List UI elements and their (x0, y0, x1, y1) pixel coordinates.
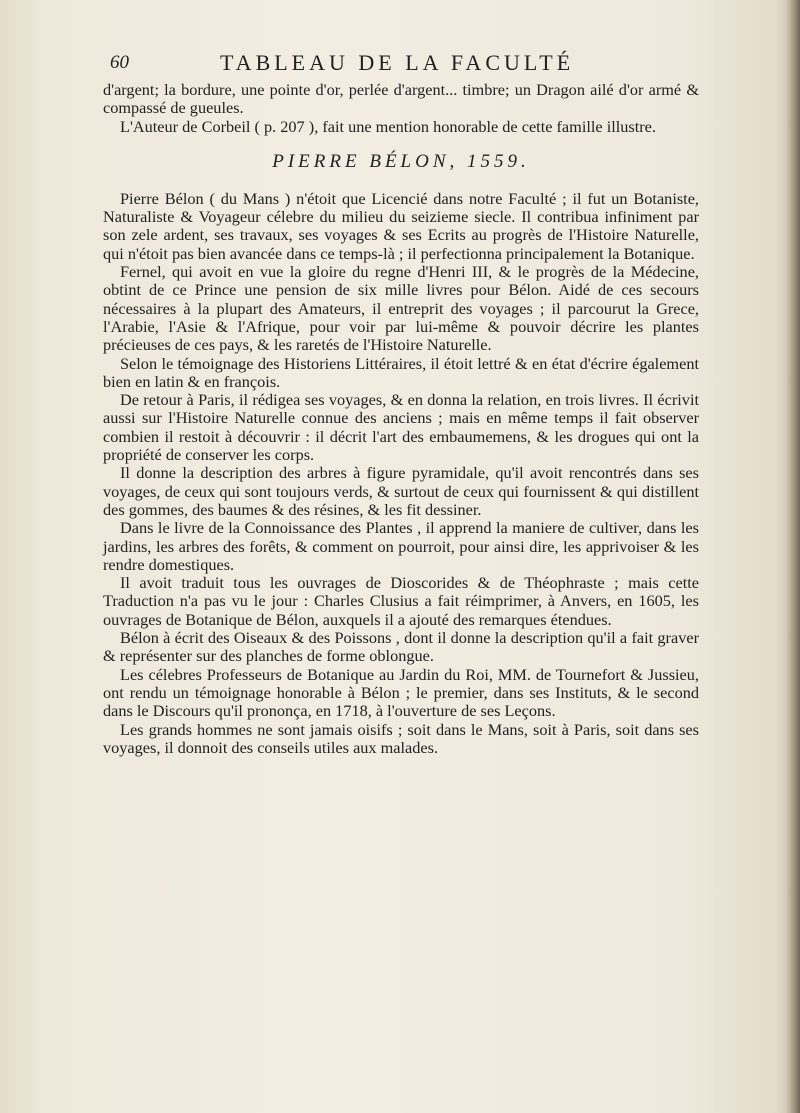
paragraph: Fernel, qui avoit en vue la gloire du regne d'Henri III, & le progrès de la Médecine, obtint de ce Prince une pension de six mille livres pour Bélon. Aidé de ces secours nécessaires à la plupart des Amateurs, il entreprit des voyages ; il parcourut la Grece, l'Arabie, l'Asie & l'Afrique, pour voir par lui-même & pouvoir décrire les plantes précieuses de ces pays, & les raretés de l'Histoire Naturelle. (103, 262, 699, 355)
paragraph: d'argent; la bordure, une pointe d'or, perlée d'argent... timbre; un Dragon ailé d'or armé & compassé de gueules. (103, 80, 699, 118)
page-number: 60 (110, 52, 129, 73)
paragraph: Les grands hommes ne sont jamais oisifs ; soit dans le Mans, soit à Paris, soit dans ses voyages, il donnoit des conseils utiles aux malades. (103, 719, 699, 757)
paragraph: Dans le livre de la Connoissance des Plantes , il apprend la maniere de cultiver, dans les jardins, les arbres des forêts, & comment on pourroit, pour ainsi dire, les apprivoiser & les rendre domestiques. (103, 518, 699, 574)
paragraph: L'Auteur de Corbeil ( p. 207 ), fait une mention honorable de cette famille illustre. (120, 116, 656, 136)
paragraph: De retour à Paris, il rédigea ses voyages, & en donna la relation, en trois livres. Il écrivit aussi sur l'Histoire Naturelle connue des anciens ; mais en même temps il fait observer combien il restoit à découvrir : il décrit l'art des embaumemens, & les drogues qui ont la propriété de conserver les corps. (103, 390, 699, 465)
paragraph: Il avoit traduit tous les ouvrages de Dioscorides & de Théophraste ; mais cette Traduction n'a pas vu le jour : Charles Clusius a fait réimprimer, à Anvers, en 1605, les ouvrages de Botanique de Bélon, auxquels il a ajouté des remarques étendues. (103, 573, 699, 629)
paragraph: Il donne la description des arbres à figure pyramidale, qu'il avoit rencontrés dans ses voyages, de ceux qui sont toujours verds, & surtout de ceux qui fournissent & qui distillent des gommes, des baumes & des résines, & les fit dessiner. (103, 463, 699, 519)
paragraph: Pierre Bélon ( du Mans ) n'étoit que Licencié dans notre Faculté ; il fut un Botaniste, Naturaliste & Voyageur célebre du milieu du seizieme siecle. Il contribua infiniment par son zele ardent, ses travaux, ses voyages & ses Ecrits au progrès de l'Histoire Naturelle, qui n'étoit pas bien avancée dans ce temps-là ; il perfectionna principalement la Botanique. (103, 188, 699, 263)
paragraph: Les célebres Professeurs de Botanique au Jardin du Roi, MM. de Tournefort & Jussieu, ont rendu un témoignage honorable à Bélon ; le premier, dans ses Instituts, & le second dans le Discours qu'il prononça, en 1718, à l'ouverture de ses Leçons. (103, 664, 699, 721)
paragraph: Bélon à écrit des Oiseaux & des Poissons , dont il donne la description qu'il a fait graver & représenter sur des planches de forme oblongue. (103, 628, 699, 666)
section-title: PIERRE BÉLON, 1559. (272, 150, 530, 172)
body-text (103, 81, 699, 757)
page-header (110, 50, 700, 80)
paragraph: Selon le témoignage des Historiens Littéraires, il étoit lettré & en état d'écrire également bien en latin & en françois. (103, 353, 699, 391)
running-title: TABLEAU DE LA FACULTÉ (220, 50, 575, 75)
